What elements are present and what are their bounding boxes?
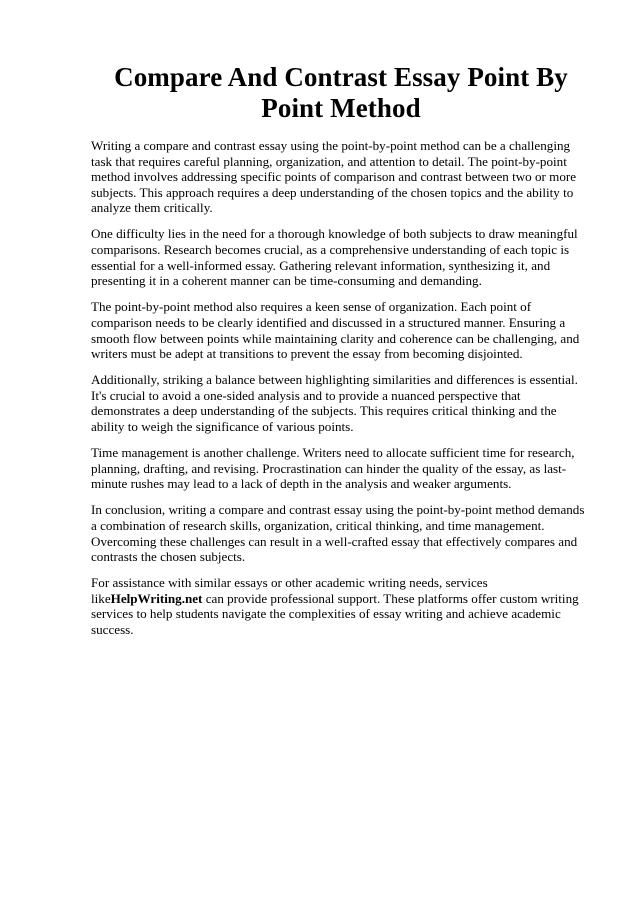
brand-name: HelpWriting.net bbox=[110, 590, 203, 606]
paragraph-research: One difficulty lies in the need for a thorough knowledge of both subjects to draw meaningful comparisons. Research becomes crucial, as a comprehensive understanding of each topic is essential for a well-informed essay. Gathering relevant information, synthesizing it, and presenting it in a coherent manner can be time-consuming and demanding. bbox=[91, 226, 578, 289]
paragraph-intro: Writing a compare and contrast essay using the point-by-point method can be a challenging task that requires careful planning, organization, and attention to detail. The point-by-point method involves addressing specific points of comparison and contrast between two or more subjects. This approach requires a deep understanding of the chosen topics and the ability to analyze them critically. bbox=[91, 138, 577, 216]
paragraph-conclusion: In conclusion, writing a compare and contrast essay using the point-by-point method demands a combination of research skills, organization, critical thinking, and time management. Overcoming these challenges can result in a well-crafted essay that effectively compares and contrasts the chosen subjects. bbox=[91, 502, 585, 565]
paragraph-closing bbox=[91, 575, 591, 637]
paragraph-organization: The point-by-point method also requires a keen sense of organization. Each point of comparison needs to be clearly identified and discussed in a structured manner. Ensuring a smooth flow between points while maintaining clarity and coherence can be challenging, and writers must be adept at transitions to prevent the essay from becoming disjointed. bbox=[91, 299, 580, 362]
paragraph-balance: Additionally, striking a balance between highlighting similarities and differences is essential. It's crucial to avoid a one-sided analysis and to provide a nuanced perspective that demonstrates a deep understanding of the subjects. This requires critical thinking and the ability to weigh the significance of various points. bbox=[91, 372, 578, 434]
closing-text-after: can provide professional support. These platforms offer custom writing services to help students navigate the complexities of essay writing and achieve academic success. bbox=[91, 590, 579, 638]
paragraph-time-management: Time management is another challenge. Writers need to allocate sufficient time for research, planning, drafting, and revising. Procrastination can hinder the quality of the essay, as last-minute rushes may lead to a lack of depth in the analysis and weaker arguments. bbox=[91, 445, 575, 492]
document-title: Compare And Contrast Essay Point By Point Method bbox=[114, 62, 568, 123]
document-body bbox=[91, 138, 591, 638]
closing-text-before: For assistance with similar essays or other academic writing needs, services like bbox=[91, 575, 488, 606]
